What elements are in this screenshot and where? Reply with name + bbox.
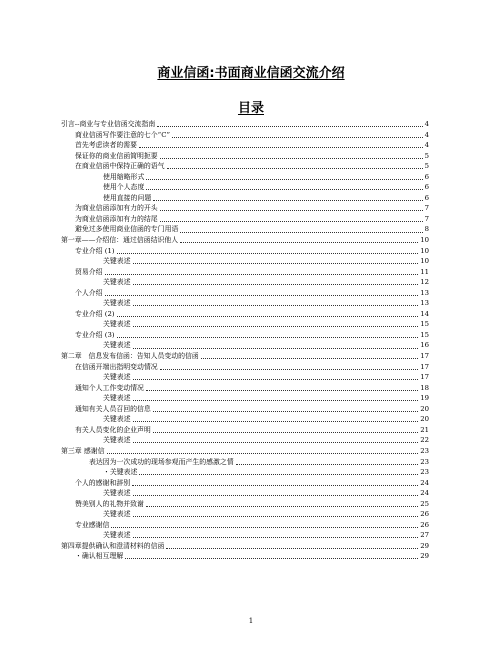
toc-entry-page: 7 [424,214,429,223]
toc-entry[interactable] [0,414,429,425]
dot-leader [133,305,419,306]
toc-entry-page: 23 [420,468,429,477]
dot-leader [153,200,422,201]
toc-entry-title: 个人的感谢和辞别 [75,478,131,487]
toc-entry[interactable] [0,277,429,288]
dot-leader [160,210,423,211]
toc-entry-title: ・关键表述 [103,468,138,477]
toc-entry[interactable] [0,161,429,172]
toc-entry-title: 关键表述 [103,436,131,445]
toc-entry-title: 关键表述 [103,257,131,266]
toc-entry-title: 第四章提供确认和澄清材料的信函 [61,541,165,550]
dot-leader [105,295,419,296]
page-number: 1 [248,617,254,625]
toc-entry[interactable] [0,267,429,278]
toc-entry[interactable] [0,330,429,341]
toc-entry-page: 18 [420,383,429,392]
dot-leader [146,506,418,507]
dot-leader [133,516,419,517]
dot-leader [133,284,419,285]
toc-entry-page: 10 [420,236,429,245]
toc-entry-page: 21 [420,425,429,434]
toc-entry-title: 关键表述 [103,510,131,519]
dot-leader [133,442,419,443]
toc-entry-title: 专业介绍 (3) [75,330,115,339]
toc-entry-page: 5 [424,162,429,171]
toc-entry[interactable] [0,340,429,351]
toc-entry-page: 20 [420,404,429,413]
toc-entry-page: 27 [420,531,429,540]
toc-entry[interactable] [0,298,429,309]
toc-entry-page: 25 [420,499,429,508]
toc-entry-page: 4 [424,141,429,150]
dot-leader [133,379,419,380]
dot-leader [125,558,418,559]
dot-leader [172,137,423,138]
dot-leader [117,316,419,317]
dot-leader [111,527,418,528]
dot-leader [133,400,419,401]
dot-leader [117,337,419,338]
toc-entry[interactable] [0,446,429,457]
toc-entry-page: 10 [420,246,429,255]
toc-entry-page: 8 [424,225,429,234]
toc-entry-page: 19 [420,394,429,403]
dot-leader [133,348,419,349]
toc-entry[interactable] [0,404,429,415]
dot-leader [105,274,419,275]
toc-entry-page: 26 [420,510,429,519]
dot-leader [107,453,419,454]
toc-entry-page: 17 [420,362,429,371]
toc-entry[interactable] [0,214,429,225]
toc-entry[interactable] [0,467,429,478]
toc-entry[interactable] [0,203,429,214]
toc-entry-page: 13 [420,288,429,297]
toc-entry[interactable] [0,509,429,520]
dot-leader [146,189,422,190]
dot-leader [160,221,423,222]
toc-entry[interactable] [0,362,429,373]
toc-entry[interactable] [0,309,429,320]
toc-entry-title: 专业介绍 (2) [75,309,115,318]
dot-leader [166,548,418,549]
toc-entry[interactable] [0,288,429,299]
toc-entry[interactable] [0,372,429,383]
toc-entry-title: 专业介绍 (1) [75,246,115,255]
toc-entry[interactable] [0,393,429,404]
toc-entry-title: 第二章 信息发布信函：告知人员变动的信函 [61,352,199,361]
document-title: 商业信函:书面商业信函交流介绍 [157,66,345,81]
toc-entry[interactable] [0,551,429,562]
toc-entry-page: 29 [420,552,429,561]
dot-leader [236,464,419,465]
toc-entry-title: 关键表述 [103,394,131,403]
toc-entry-page: 10 [420,257,429,266]
toc-entry-page: 26 [420,520,429,529]
toc-entry-title: 个人介绍 [75,288,103,297]
toc-entry[interactable] [0,383,429,394]
toc-entry[interactable] [0,541,429,552]
toc-entry-title: 第一章——介绍信：通过信函结识他人 [61,236,179,245]
toc-entry[interactable] [0,530,429,541]
toc-entry[interactable] [0,520,429,531]
toc-entry-page: 24 [420,489,429,498]
toc-entry-title: 有关人员变化的企业声明 [75,425,151,434]
toc-entry-title: 使用缩略形式 [103,172,145,181]
toc-entry-title: 为商业信函添加有力的结尾 [75,214,158,223]
toc-entry[interactable] [0,119,429,130]
toc-entry-page: 12 [420,278,429,287]
toc-entry-page: 5 [424,151,429,160]
toc-entry[interactable] [0,488,429,499]
toc-entry-title: 使用直接的问题 [103,193,152,202]
toc-entry-page: 23 [420,446,429,455]
dot-leader [201,358,418,359]
toc-entry[interactable] [0,351,429,362]
dot-leader [160,369,419,370]
toc-entry-title: 在商业信函中保持正确的语气 [75,162,165,171]
dot-leader [180,242,418,243]
toc-entry-title: 赞美别人的礼物并致谢 [75,499,144,508]
dot-leader [146,179,422,180]
dot-leader [133,421,419,422]
dot-leader [133,495,419,496]
toc-entry-page: 14 [420,309,429,318]
toc-entry[interactable] [0,140,429,151]
dot-leader [117,253,419,254]
toc-entry-title: 关键表述 [103,320,131,329]
dot-leader [153,411,418,412]
toc-entry-title: 首先考虑读者的需要 [75,141,138,150]
toc-entry[interactable] [0,425,429,436]
toc-entry[interactable] [0,172,429,183]
toc-entry[interactable] [0,235,429,246]
toc-entry-page: 23 [420,457,429,466]
toc-entry-title: 通知有关人员召回的信息 [75,404,151,413]
toc-entry[interactable] [0,151,429,162]
toc-entry-title: 第三章 感谢信 [61,446,105,455]
toc-entry-page: 11 [420,267,429,276]
dot-leader [133,326,419,327]
dot-leader [139,474,418,475]
toc-entry[interactable] [0,499,429,510]
toc-entry-title: 关键表述 [103,341,131,350]
toc-entry-page: 7 [424,204,429,213]
toc-entry-title: 关键表述 [103,415,131,424]
dot-leader [139,147,423,148]
toc-entry-title: 表达因为一次成功的现场参观而产生的感激之情 [89,457,234,466]
toc-entry-title: 商业信函写作要注意的七个“C” [75,130,171,139]
toc-entry[interactable] [0,256,429,267]
toc-entry-page: 22 [420,436,429,445]
toc-entry-title: 贸易介绍 [75,267,103,276]
toc-entry-page: 4 [424,120,429,128]
toc-entry[interactable] [0,478,429,489]
toc-entry-title: 专业感谢信 [75,520,110,529]
toc-entry[interactable] [0,182,429,193]
toc-entry-title: 关键表述 [103,489,131,498]
toc-entry-title: 关键表述 [103,373,131,382]
toc-entry[interactable] [0,246,429,257]
toc-entry-page: 17 [420,352,429,361]
toc-entry-title: 关键表述 [103,278,131,287]
toc-entry-title: ・确认相互理解 [75,552,124,561]
toc-entry-page: 24 [420,478,429,487]
dot-leader [153,432,418,433]
toc-entry-title: 使用个人态度 [103,183,145,192]
toc-heading: 目录 [237,101,264,116]
toc-entry-title: 关键表述 [103,531,131,540]
toc-entry-page: 17 [420,373,429,382]
toc-entry-page: 4 [424,130,429,139]
toc-entry-title: 避免过多使用商业信函的专门用语 [75,225,179,234]
toc-entry[interactable] [0,193,429,204]
dot-leader [160,158,423,159]
toc-entry-title: 为商业信函添加有力的开头 [75,204,158,213]
toc-entry-title: 保证你的商业信函简明扼要 [75,151,158,160]
toc-entry[interactable] [0,319,429,330]
toc-entry[interactable] [0,224,429,235]
toc-entry-page: 16 [420,341,429,350]
toc-entry[interactable] [0,435,429,446]
dot-leader [157,126,422,127]
toc-entry-page: 15 [420,320,429,329]
toc-entry[interactable] [0,130,429,141]
dot-leader [133,263,419,264]
toc-entry-page: 6 [424,183,429,192]
dot-leader [146,390,418,391]
dot-leader [133,537,419,538]
toc-entry-page: 29 [420,541,429,550]
toc-entry-title: 关键表述 [103,299,131,308]
toc-entry-title: 在信函开端出指明变动情况 [75,362,158,371]
dot-leader [132,485,418,486]
toc-entry-page: 20 [420,415,429,424]
toc-entry[interactable] [0,457,429,468]
table-of-contents [0,119,502,562]
toc-entry-page: 6 [424,193,429,202]
toc-entry-title: 引言--商业与专业信函交流指南 [61,120,156,128]
toc-entry-title: 通知个人工作变动情况 [75,383,144,392]
dot-leader [180,232,422,233]
toc-entry-page: 6 [424,172,429,181]
toc-entry-page: 13 [420,299,429,308]
dot-leader [167,168,423,169]
toc-entry-page: 15 [420,330,429,339]
